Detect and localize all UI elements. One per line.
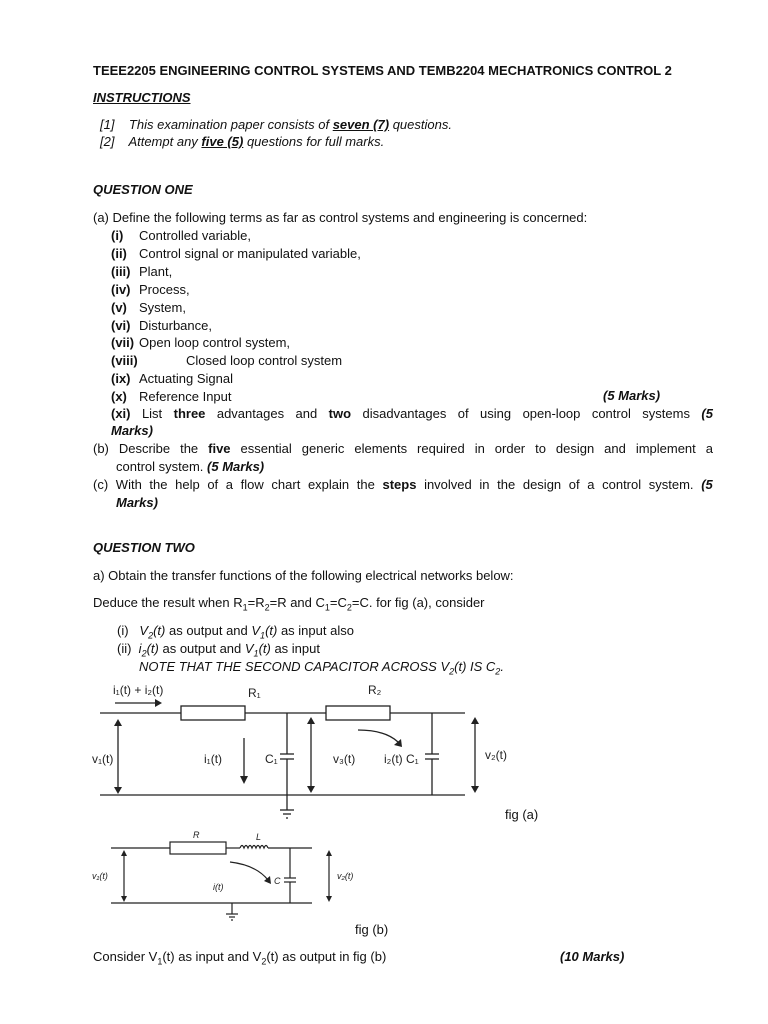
label-r1: R₁ xyxy=(248,686,261,700)
instructions-heading: INSTRUCTIONS xyxy=(93,90,191,105)
label-r2: R₂ xyxy=(368,683,382,697)
q1-b-line: (b) Describe the five essential generic elements required in order to design and implement a xyxy=(93,441,713,456)
q1-term-item: (v) System, xyxy=(111,299,186,315)
label-i1: i₁(t) xyxy=(204,752,223,766)
q2-a-intro: a) Obtain the transfer functions of the following electrical networks below: xyxy=(93,568,514,583)
q1-term-item: (vii) Open loop control system, xyxy=(111,335,291,351)
q1-a-intro: (a) Define the following terms as far as control systems and engineering is concerned: xyxy=(93,210,588,225)
b-resistor xyxy=(170,842,226,854)
q1-terms-marks: (5 Marks) xyxy=(603,388,661,403)
q2-option-ii: (ii) $i_2(t)$ as output and $V_1(t)$ as input xyxy=(117,641,320,659)
b-label-c: C xyxy=(274,876,281,886)
q1-term-item: (iv) Process, xyxy=(111,281,190,297)
label-c1b: C₁ xyxy=(406,752,419,766)
q1-b-cont: control system. (5 Marks) xyxy=(116,459,265,474)
q1-c-line: (c) With the help of a flow chart explain the steps involved in the design of a control system. (5 xyxy=(93,477,713,492)
q1-term-item: (ix) Actuating Signal xyxy=(111,371,233,387)
b-label-l: L xyxy=(256,832,262,842)
q1-term-item: (iii) Plant, xyxy=(111,263,173,279)
q2-note: NOTE THAT THE SECOND CAPACITOR ACROSS $V_2(t)$ IS $C_2$. xyxy=(139,659,504,677)
fig-a-caption: fig (a) xyxy=(505,807,539,822)
b-inductor xyxy=(240,846,268,849)
q1-term-item: (vi) Disturbance, xyxy=(111,317,212,333)
label-i2: i₂(t) xyxy=(384,752,403,766)
label-v2: v₂(t) xyxy=(485,748,507,762)
q1-xi-line: (xi) List three advantages and two disadvantages of using open-loop control systems (5 xyxy=(111,406,713,421)
instruction-2: [2] Attempt any five (5) questions for full marks. xyxy=(100,134,385,149)
q1-term-item: (viii) Closed loop control system xyxy=(111,353,343,369)
q2-deduce-line: Deduce the result when $R_1=R_2=R$ and $C_1=C_2=C$. for fig (a), consider xyxy=(93,595,485,613)
b-current-arrow xyxy=(230,862,268,880)
q2-option-i: (i) $V_2(t)$ as output and $V_1(t)$ as input also xyxy=(117,623,354,641)
label-c1a: C₁ xyxy=(265,752,278,766)
q2-consider-line: Consider $V_1(t)$ as input and $V_2(t)$ as output in fig (b) xyxy=(93,949,387,967)
q1-heading: QUESTION ONE xyxy=(93,182,193,197)
q1-c-cont: Marks) xyxy=(116,495,158,510)
b-label-r: R xyxy=(193,830,200,840)
label-v1: v₁(t) xyxy=(92,752,114,766)
q2-marks: (10 Marks) xyxy=(560,949,625,964)
instruction-1: [1] This examination paper consists of seven (7) questions. xyxy=(100,117,452,132)
q1-term-item: (i) Controlled variable, xyxy=(111,228,252,243)
fig-b-caption: fig (b) xyxy=(355,922,389,937)
b-label-i: i(t) xyxy=(213,882,224,892)
q1-xi-cont: Marks) xyxy=(111,423,153,438)
page-title: TEEE2205 ENGINEERING CONTROL SYSTEMS AND TEMB2204 MECHATRONICS CONTROL 2 xyxy=(93,63,672,78)
b-label-v1: v₁(t) xyxy=(92,871,108,881)
q2-heading: QUESTION TWO xyxy=(93,540,195,555)
b-label-v2: v₂(t) xyxy=(337,871,354,881)
q1-term-item: (x) Reference Input xyxy=(111,389,232,405)
label-v3: v₃(t) xyxy=(333,752,356,766)
label-input-current: i₁(t) + i₂(t) xyxy=(113,683,164,697)
q1-term-item: (ii) Control signal or manipulated variable, xyxy=(111,245,361,261)
